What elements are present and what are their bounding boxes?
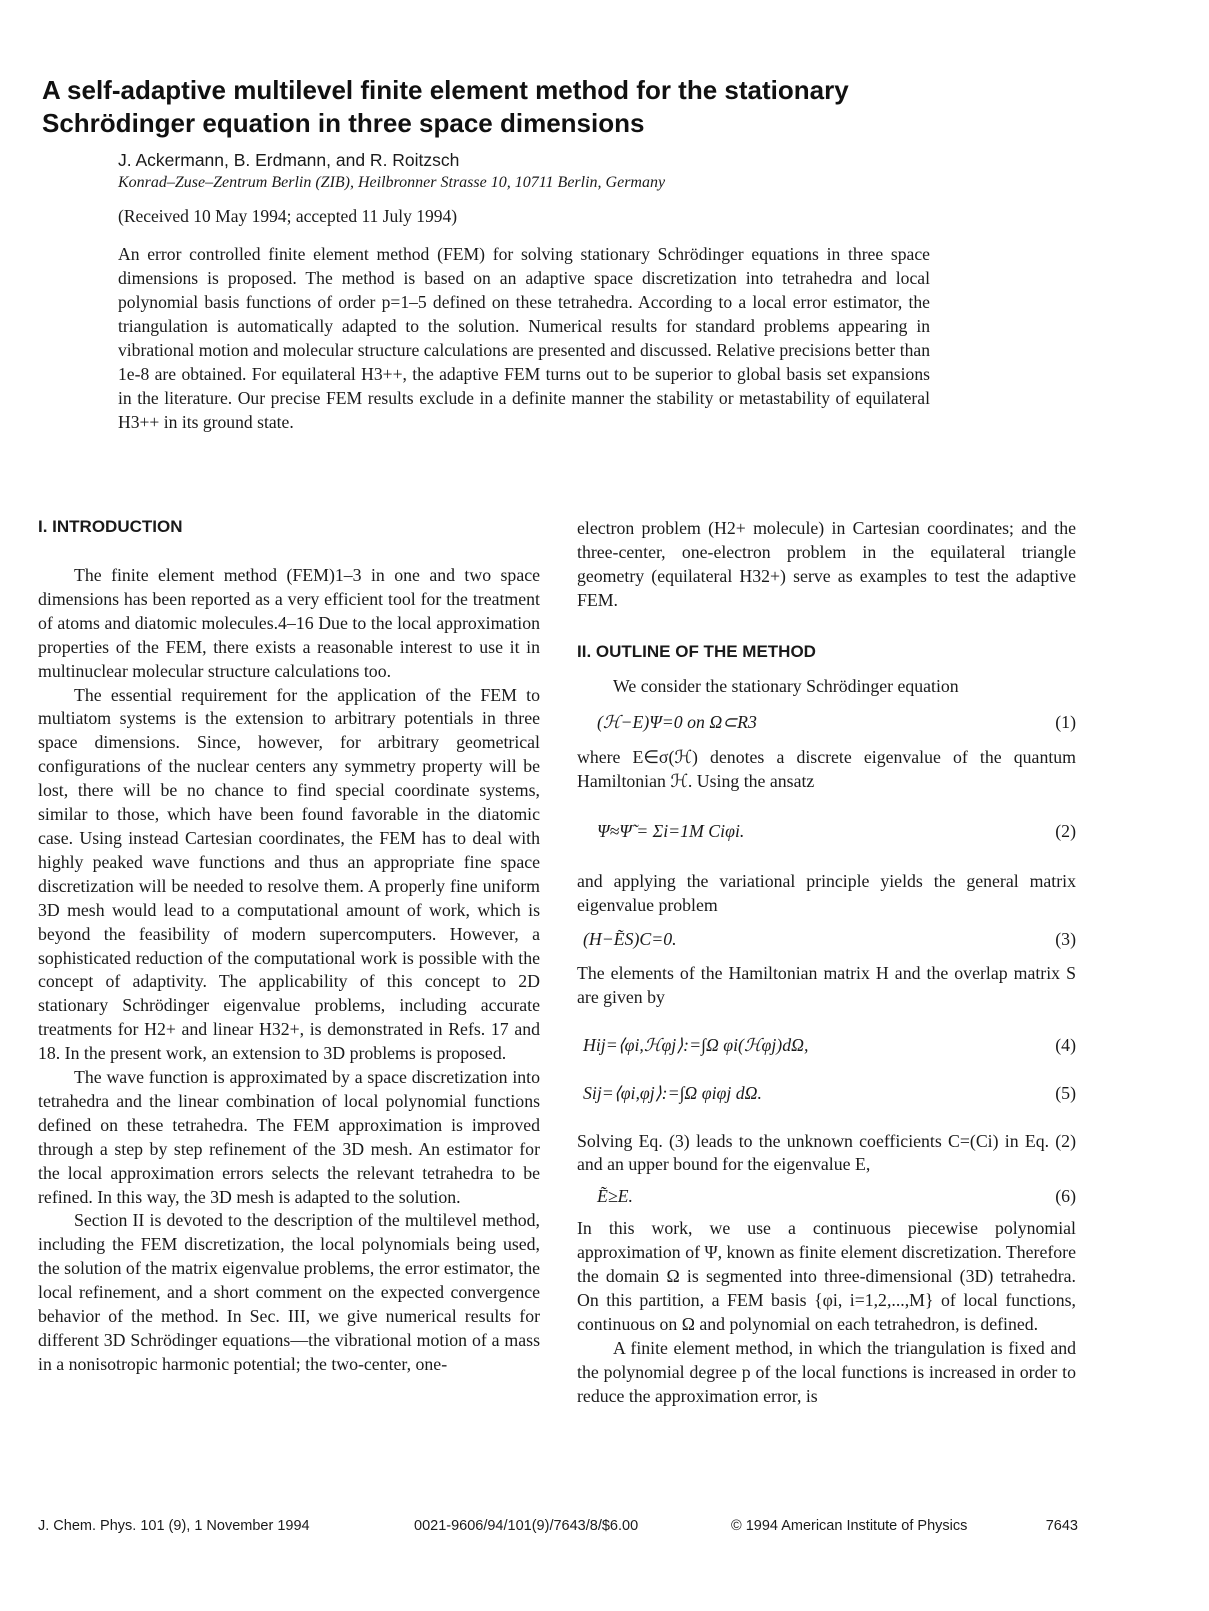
continued-paragraph: electron problem (H2+ molecule) in Cartesian coordinates; and the three-center, one-electron problem in the equilateral triangle geometry (equilateral H32+) serve as examples to test the adaptive FEM.: [577, 518, 1076, 610]
equation-2-body: Ψ≈Ψ̃ = Σi=1M Ciφi.: [597, 821, 745, 842]
method-paragraph-2: where E∈σ(ℋ) denotes a discrete eigenvalue of the quantum Hamiltonian ℋ. Using the ansatz: [577, 747, 1076, 792]
equation-4-number: (4): [1055, 1034, 1076, 1055]
footer-copyright: © 1994 American Institute of Physics: [731, 1518, 968, 1534]
equation-4: [583, 1034, 1076, 1058]
equation-2: [597, 820, 1076, 844]
equation-4-body: Hij=⟨φi,ℋφj⟩:=∫Ω φi(ℋφj)dΩ,: [583, 1034, 809, 1055]
method-paragraph-5: Solving Eq. (3) leads to the unknown coefficients C=(Ci) in Eq. (2) and an upper bound for the eigenvalue E,: [577, 1130, 1076, 1175]
equation-3-number: (3): [1055, 928, 1076, 949]
equation-3: [583, 928, 1076, 952]
received-date: (Received 10 May 1994; accepted 11 July 1994): [118, 206, 458, 226]
title-line-2: Schrödinger equation in three space dimensions: [42, 108, 645, 138]
footer-code: 0021-9606/94/101(9)/7643/8/$6.00: [414, 1518, 639, 1534]
left-column: [38, 512, 540, 1377]
equation-6-number: (6): [1055, 1186, 1076, 1207]
equation-1: [597, 711, 1076, 735]
equation-5-number: (5): [1055, 1082, 1076, 1103]
intro-paragraph-4: Section II is devoted to the description of the multilevel method, including the FEM discretization, the local polynomials being used, the solution of the matrix eigenvalue problems, the error estimator, the local refinement, and a short comment on the expected convergence behavior of the method. In Sec. III, we give numerical results for different 3D Schrödinger equations—the vibrational motion of a mass in a nonisotropic harmonic potential; the two-center, one-: [38, 1210, 540, 1374]
title-line-1: A self-adaptive multilevel finite element method for the stationary: [42, 75, 849, 105]
paper-title: [42, 74, 1162, 140]
equation-5: [583, 1082, 1076, 1106]
section-heading-introduction: I. INTRODUCTION: [38, 517, 183, 536]
method-paragraph-6: In this work, we use a continuous piecewise polynomial approximation of Ψ, known as finite element discretization. Therefore the domain Ω is segmented into three-dimensional (3D) tetrahedra. On this partition, a FEM basis {φi, i=1,2,...,M} of local functions, continuous on Ω and polynomial on each tetrahedron, is defined.: [577, 1218, 1076, 1334]
equation-3-body: (H−ẼS)C=0.: [583, 928, 677, 949]
equation-6-body: Ẽ≥E.: [597, 1186, 633, 1207]
right-column: [577, 517, 1076, 1408]
footer-page-number: 7643: [1045, 1518, 1078, 1534]
authors: J. Ackermann, B. Erdmann, and R. Roitzsch: [118, 150, 460, 170]
intro-paragraph-3: The wave function is approximated by a space discretization into tetrahedra and the linear combination of local polynomial functions defined on these tetrahedra. The FEM approximation is improved through a step by step refinement of the 3D mesh. An estimator for the local approximation errors selects the relevant tetrahedra to be refined. In this way, the 3D mesh is adapted to the solution.: [38, 1067, 540, 1207]
equation-2-number: (2): [1055, 821, 1076, 842]
footer-journal: J. Chem. Phys. 101 (9), 1 November 1994: [38, 1518, 310, 1534]
section-heading-outline: II. OUTLINE OF THE METHOD: [577, 641, 816, 661]
intro-paragraph-1: The finite element method (FEM)1–3 in one and two space dimensions has been reported as a very efficient tool for the treatment of atoms and diatomic molecules.4–16 Due to the local approximation properties of the FEM, there exists a reasonable interest to use it in multinuclear molecular structure calculations too.: [38, 565, 540, 681]
method-paragraph-4: The elements of the Hamiltonian matrix H and the overlap matrix S are given by: [577, 962, 1076, 1007]
abstract: An error controlled finite element method (FEM) for solving stationary Schrödinger equations in three space dimensions is proposed. The method is based on an adaptive space discretization into tetrahedra and local polynomial basis functions of order p=1–5 defined on these tetrahedra. According to a local error estimator, the triangulation is automatically adapted to the solution. Numerical results for standard problems appearing in vibrational motion and molecular structure calculations are presented and discussed. Relative precisions better than 1e-8 are obtained. For equilateral H3++, the adaptive FEM turns out to be superior to global basis set expansions in the literature. Our precise FEM results exclude in a definite manner the stability or metastability of equilateral H3++ in its ground state.: [118, 244, 930, 432]
method-paragraph-3: and applying the variational principle yields the general matrix eigenvalue problem: [577, 871, 1076, 916]
method-paragraph-1: We consider the stationary Schrödinger equation: [613, 675, 959, 696]
intro-paragraph-2: The essential requirement for the application of the FEM to multiatom systems is the extension to arbitrary potentials in three space dimensions. Since, however, for arbitrary geometrical configurations of the nuclear centers any symmetry property will be lost, there will be no chance to find special coordinate systems, similar to those, which have been found favorable in the diatomic case. Using instead Cartesian coordinates, the FEM has to deal with highly peaked wave functions and thus an appropriate fine space discretization will be needed to resolve them. A properly fine uniform 3D mesh would lead to a computational amount of work, which is beyond the feasibility of modern supercomputers. However, a sophisticated reduction of the computational work is possible with the concept of adaptivity. The applicability of this concept to 2D stationary Schrödinger eigenvalue problems, including accurate treatments for H2+ and linear H32+, is demonstrated in Refs. 17 and 18. In the present work, an extension to 3D problems is proposed.: [38, 684, 540, 1064]
method-paragraph-7: A finite element method, in which the triangulation is fixed and the polynomial degree p of the local functions is increased in order to reduce the approximation error, is: [577, 1337, 1076, 1406]
affiliation: Konrad–Zuse–Zentrum Berlin (ZIB), Heilbronner Strasse 10, 10711 Berlin, Germany: [118, 174, 666, 191]
equation-5-body: Sij=⟨φi,φj⟩:=∫Ω φiφj dΩ.: [583, 1082, 762, 1103]
equation-1-body: (ℋ−E)Ψ=0 on Ω⊂R3: [597, 711, 757, 732]
page-footer: [38, 1518, 1078, 1538]
equation-1-number: (1): [1055, 711, 1076, 732]
equation-6: [597, 1185, 1076, 1209]
